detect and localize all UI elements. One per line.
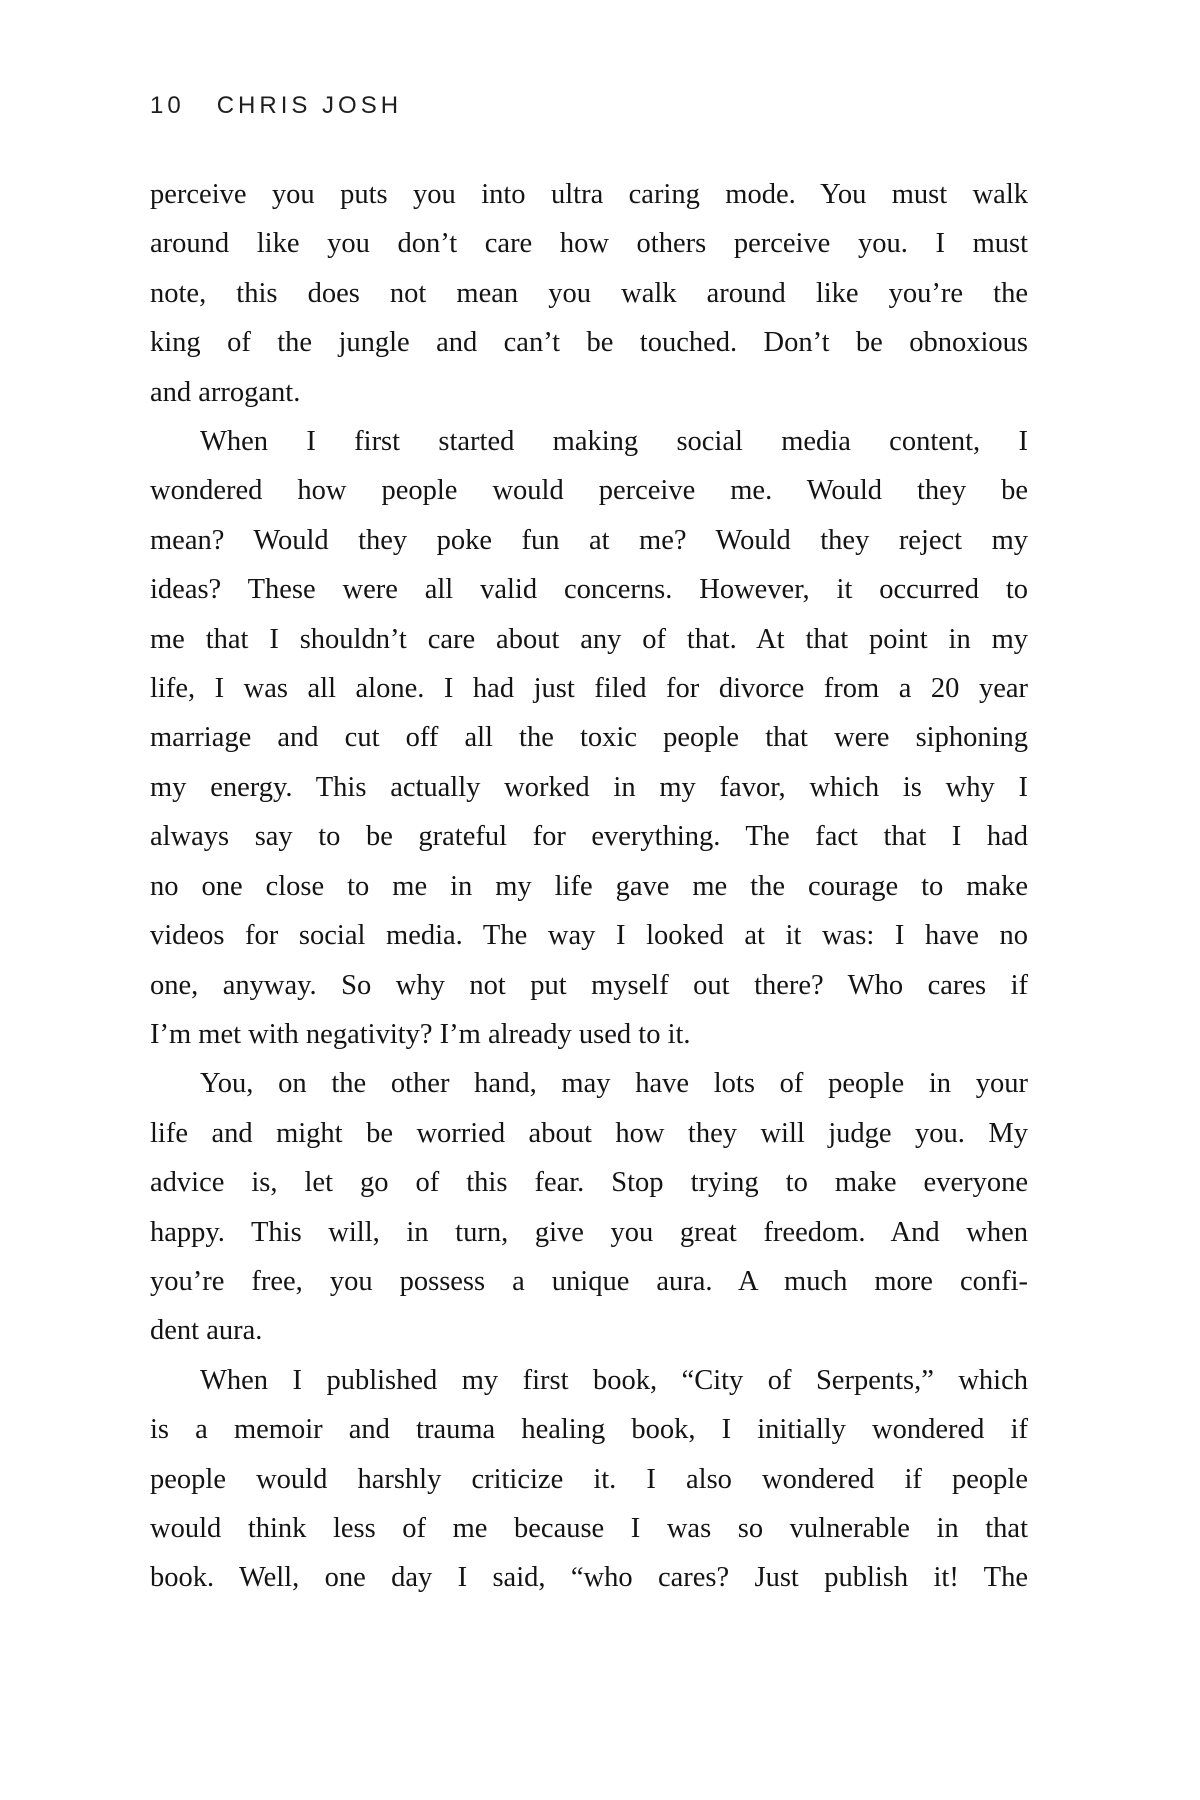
text-line: book. Well, one day I said, “who cares? Just publish it! The bbox=[150, 1562, 1028, 1594]
running-header-author: CHRIS JOSH bbox=[216, 92, 403, 119]
text-line: dent aura. bbox=[150, 1315, 263, 1347]
text-line: life and might be worried about how they will judge you. My bbox=[150, 1117, 1028, 1149]
text-line: king of the jungle and can’t be touched. Don’t be obnoxious bbox=[150, 327, 1028, 359]
text-line: wondered how people would perceive me. Would they be bbox=[150, 475, 1028, 507]
text-line: me that I shouldn’t care about any of that. At that point in my bbox=[150, 623, 1028, 655]
text-line: around like you don’t care how others perceive you. I must bbox=[150, 228, 1028, 260]
text-line: mean? Would they poke fun at me? Would they reject my bbox=[150, 524, 1028, 556]
text-line: advice is, let go of this fear. Stop trying to make everyone bbox=[150, 1167, 1028, 1199]
text-line: would think less of me because I was so vulnerable in that bbox=[150, 1512, 1028, 1544]
text-line: is a memoir and trauma healing book, I initially wondered if bbox=[150, 1414, 1028, 1446]
text-line: When I published my first book, “City of Serpents,” which bbox=[200, 1364, 1028, 1396]
page-header bbox=[150, 92, 402, 120]
text-line: my energy. This actually worked in my favor, which is why I bbox=[150, 771, 1028, 803]
text-line: marriage and cut off all the toxic people that were siphoning bbox=[150, 722, 1028, 754]
text-line: videos for social media. The way I looked at it was: I have no bbox=[150, 920, 1028, 952]
text-line: note, this does not mean you walk around like you’re the bbox=[150, 277, 1028, 309]
page-number: 10 bbox=[150, 92, 185, 119]
text-line: ideas? These were all valid concerns. However, it occurred to bbox=[150, 574, 1028, 606]
text-line: no one close to me in my life gave me the courage to make bbox=[150, 870, 1028, 902]
text-line: I’m met with negativity? I’m already used to it. bbox=[150, 1018, 691, 1050]
text-line: you’re free, you possess a unique aura. A much more confi- bbox=[150, 1265, 1028, 1297]
body-text bbox=[150, 170, 1028, 1603]
text-line: one, anyway. So why not put myself out there? Who cares if bbox=[150, 969, 1028, 1001]
text-line: happy. This will, in turn, give you great freedom. And when bbox=[150, 1216, 1028, 1248]
text-line: perceive you puts you into ultra caring mode. You must walk bbox=[150, 179, 1028, 210]
text-line: people would harshly criticize it. I also wondered if people bbox=[150, 1463, 1028, 1495]
text-line: and arrogant. bbox=[150, 376, 301, 408]
text-line: life, I was all alone. I had just filed for divorce from a 20 year bbox=[150, 673, 1028, 705]
text-line: You, on the other hand, may have lots of people in your bbox=[200, 1068, 1028, 1100]
text-line: When I first started making social media content, I bbox=[200, 426, 1028, 458]
text-line: always say to be grateful for everything. The fact that I had bbox=[150, 821, 1028, 853]
